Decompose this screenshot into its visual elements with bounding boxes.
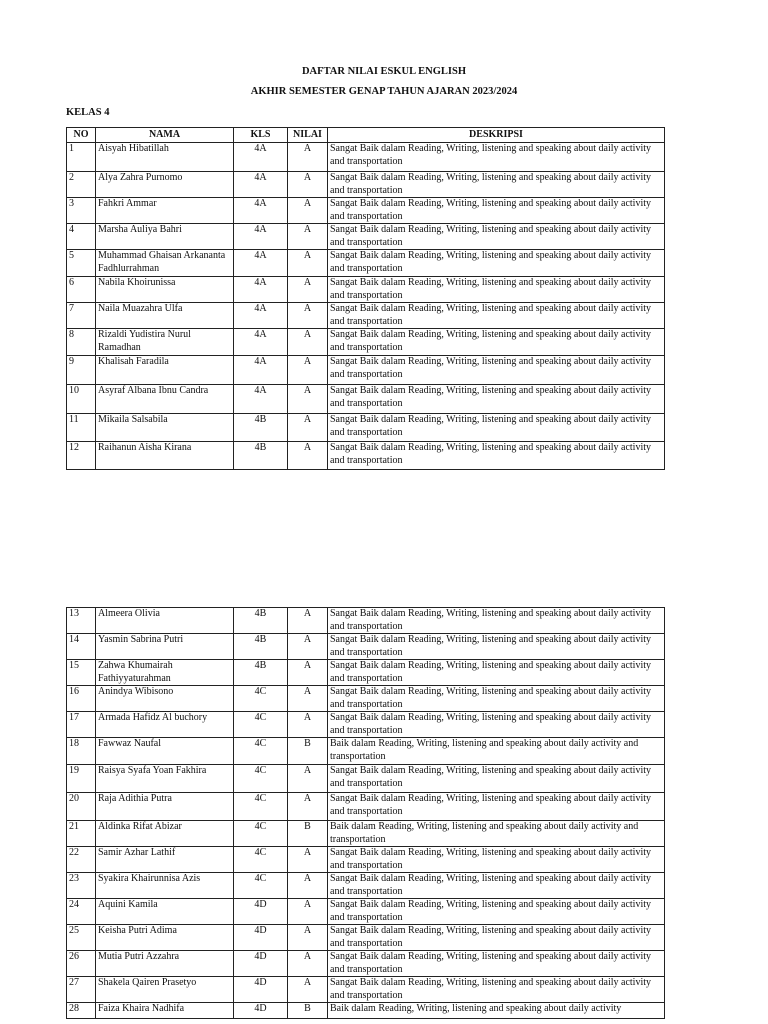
grade-cell: A	[288, 329, 328, 356]
description-cell: Sangat Baik dalam Reading, Writing, listening and speaking about daily activity and transportation	[328, 198, 665, 224]
description-cell: Sangat Baik dalam Reading, Writing, listening and speaking about daily activity and transportation	[328, 660, 665, 686]
grade-cell: A	[288, 224, 328, 250]
class-cell: 4D	[234, 899, 288, 925]
student-name: Aldinka Rifat Abizar	[96, 821, 234, 847]
class-cell: 4C	[234, 738, 288, 765]
description-cell: Sangat Baik dalam Reading, Writing, listening and speaking about daily activity and transportation	[328, 634, 665, 660]
table-row	[67, 143, 665, 172]
class-cell: 4A	[234, 329, 288, 356]
table-row	[67, 712, 665, 738]
description-cell: Sangat Baik dalam Reading, Writing, listening and speaking about daily activity and transportation	[328, 608, 665, 634]
class-cell: 4A	[234, 250, 288, 277]
student-name: Mutia Putri Azzahra	[96, 951, 234, 977]
grade-cell: A	[288, 925, 328, 951]
class-cell: 4B	[234, 660, 288, 686]
table-row	[67, 977, 665, 1003]
row-number: 26	[67, 951, 96, 977]
row-number: 13	[67, 608, 96, 634]
table-row	[67, 873, 665, 899]
row-number: 19	[67, 765, 96, 793]
grade-cell: A	[288, 608, 328, 634]
student-name: Asyraf Albana Ibnu Candra	[96, 385, 234, 414]
row-number: 12	[67, 442, 96, 470]
class-cell: 4C	[234, 712, 288, 738]
class-cell: 4C	[234, 873, 288, 899]
table-row	[67, 303, 665, 329]
student-name: Aisyah Hibatillah	[96, 143, 234, 172]
grade-cell: A	[288, 172, 328, 198]
student-name: Almeera Olivia	[96, 608, 234, 634]
student-name: Nabila Khoirunissa	[96, 277, 234, 303]
class-cell: 4B	[234, 414, 288, 442]
grade-cell: A	[288, 277, 328, 303]
row-number: 2	[67, 172, 96, 198]
grade-cell: A	[288, 143, 328, 172]
table-row	[67, 925, 665, 951]
student-name: Fahkri Ammar	[96, 198, 234, 224]
table-row	[67, 765, 665, 793]
row-number: 14	[67, 634, 96, 660]
table-row	[67, 821, 665, 847]
student-name: Raihanun Aisha Kirana	[96, 442, 234, 470]
class-cell: 4D	[234, 925, 288, 951]
row-number: 7	[67, 303, 96, 329]
row-number: 20	[67, 793, 96, 821]
student-name: Keisha Putri Adima	[96, 925, 234, 951]
grade-cell: A	[288, 686, 328, 712]
row-number: 4	[67, 224, 96, 250]
description-cell: Sangat Baik dalam Reading, Writing, listening and speaking about daily activity and transportation	[328, 414, 665, 442]
table-row	[67, 277, 665, 303]
row-number: 22	[67, 847, 96, 873]
class-cell: 4C	[234, 793, 288, 821]
table-row	[67, 172, 665, 198]
grade-cell: A	[288, 899, 328, 925]
description-cell: Sangat Baik dalam Reading, Writing, listening and speaking about daily activity and transportation	[328, 442, 665, 470]
grade-cell: B	[288, 1003, 328, 1019]
table-row	[67, 899, 665, 925]
document-subtitle: AKHIR SEMESTER GENAP TAHUN AJARAN 2023/2024	[250, 86, 518, 97]
student-name: Yasmin Sabrina Putri	[96, 634, 234, 660]
grade-cell: A	[288, 356, 328, 385]
class-label: KELAS 4	[66, 107, 110, 118]
student-name: Syakira Khairunnisa Azis	[96, 873, 234, 899]
class-cell: 4A	[234, 303, 288, 329]
row-number: 1	[67, 143, 96, 172]
document-title: DAFTAR NILAI ESKUL ENGLISH	[301, 66, 467, 77]
class-cell: 4C	[234, 686, 288, 712]
description-cell: Sangat Baik dalam Reading, Writing, listening and speaking about daily activity and transportation	[328, 765, 665, 793]
table-row	[67, 224, 665, 250]
table-row	[67, 793, 665, 821]
class-cell: 4A	[234, 385, 288, 414]
student-name: Faiza Khaira Nadhifa	[96, 1003, 234, 1019]
row-number: 11	[67, 414, 96, 442]
description-cell: Sangat Baik dalam Reading, Writing, listening and speaking about daily activity and transportation	[328, 793, 665, 821]
grade-cell: A	[288, 951, 328, 977]
student-name: Muhammad Ghaisan Arkananta Fadhlurrahman	[96, 250, 234, 277]
table-row	[67, 442, 665, 470]
row-number: 23	[67, 873, 96, 899]
row-number: 25	[67, 925, 96, 951]
column-header-kls: KLS	[234, 128, 288, 143]
student-name: Anindya Wibisono	[96, 686, 234, 712]
row-number: 24	[67, 899, 96, 925]
row-number: 18	[67, 738, 96, 765]
description-cell: Baik dalam Reading, Writing, listening and speaking about daily activity	[328, 1003, 665, 1019]
description-cell: Sangat Baik dalam Reading, Writing, listening and speaking about daily activity and transportation	[328, 356, 665, 385]
student-name: Raisya Syafa Yoan Fakhira	[96, 765, 234, 793]
student-name: Aquini Kamila	[96, 899, 234, 925]
table-row	[67, 634, 665, 660]
student-name: Rizaldi Yudistira Nurul Ramadhan	[96, 329, 234, 356]
description-cell: Sangat Baik dalam Reading, Writing, listening and speaking about daily activity and transportation	[328, 686, 665, 712]
grade-cell: A	[288, 634, 328, 660]
student-name: Marsha Auliya Bahri	[96, 224, 234, 250]
row-number: 15	[67, 660, 96, 686]
grade-cell: A	[288, 198, 328, 224]
table-row	[67, 385, 665, 414]
description-cell: Sangat Baik dalam Reading, Writing, listening and speaking about daily activity and transportation	[328, 172, 665, 198]
grade-cell: A	[288, 385, 328, 414]
table-row	[67, 686, 665, 712]
description-cell: Sangat Baik dalam Reading, Writing, listening and speaking about daily activity and transportation	[328, 385, 665, 414]
grade-cell: A	[288, 765, 328, 793]
class-cell: 4D	[234, 1003, 288, 1019]
description-cell: Baik dalam Reading, Writing, listening and speaking about daily activity and transportation	[328, 821, 665, 847]
table-row	[67, 329, 665, 356]
description-cell: Sangat Baik dalam Reading, Writing, listening and speaking about daily activity and transportation	[328, 712, 665, 738]
row-number: 6	[67, 277, 96, 303]
table-row	[67, 250, 665, 277]
table-row	[67, 608, 665, 634]
column-header-no: NO	[67, 128, 96, 143]
column-header-nilai: NILAI	[288, 128, 328, 143]
class-cell: 4C	[234, 765, 288, 793]
class-cell: 4C	[234, 821, 288, 847]
grade-cell: A	[288, 660, 328, 686]
grades-table-part-2	[66, 607, 665, 1019]
table-row	[67, 660, 665, 686]
row-number: 8	[67, 329, 96, 356]
table-row	[67, 198, 665, 224]
table-row	[67, 356, 665, 385]
description-cell: Baik dalam Reading, Writing, listening and speaking about daily activity and transportation	[328, 738, 665, 765]
row-number: 28	[67, 1003, 96, 1019]
row-number: 17	[67, 712, 96, 738]
class-cell: 4A	[234, 224, 288, 250]
grades-table-part-1	[66, 127, 665, 470]
column-header-deskripsi: DESKRIPSI	[328, 128, 665, 143]
row-number: 27	[67, 977, 96, 1003]
description-cell: Sangat Baik dalam Reading, Writing, listening and speaking about daily activity and transportation	[328, 847, 665, 873]
grade-cell: A	[288, 414, 328, 442]
table-header-row	[67, 128, 665, 143]
grade-cell: A	[288, 873, 328, 899]
description-cell: Sangat Baik dalam Reading, Writing, listening and speaking about daily activity and transportation	[328, 925, 665, 951]
table-body	[67, 608, 665, 1019]
row-number: 5	[67, 250, 96, 277]
class-cell: 4A	[234, 356, 288, 385]
class-cell: 4A	[234, 198, 288, 224]
grade-cell: B	[288, 738, 328, 765]
grade-cell: A	[288, 847, 328, 873]
student-name: Shakela Qairen Prasetyo	[96, 977, 234, 1003]
grade-cell: A	[288, 793, 328, 821]
class-cell: 4A	[234, 172, 288, 198]
grade-cell: A	[288, 442, 328, 470]
table-row	[67, 1003, 665, 1019]
grade-cell: A	[288, 250, 328, 277]
student-name: Armada Hafidz Al buchory	[96, 712, 234, 738]
table-body	[67, 143, 665, 470]
description-cell: Sangat Baik dalam Reading, Writing, listening and speaking about daily activity and transportation	[328, 277, 665, 303]
description-cell: Sangat Baik dalam Reading, Writing, listening and speaking about daily activity and transportation	[328, 329, 665, 356]
description-cell: Sangat Baik dalam Reading, Writing, listening and speaking about daily activity and transportation	[328, 951, 665, 977]
grade-cell: A	[288, 712, 328, 738]
description-cell: Sangat Baik dalam Reading, Writing, listening and speaking about daily activity and transportation	[328, 250, 665, 277]
description-cell: Sangat Baik dalam Reading, Writing, listening and speaking about daily activity and transportation	[328, 143, 665, 172]
class-cell: 4A	[234, 143, 288, 172]
description-cell: Sangat Baik dalam Reading, Writing, listening and speaking about daily activity and transportation	[328, 977, 665, 1003]
student-name: Naila Muazahra Ulfa	[96, 303, 234, 329]
class-cell: 4B	[234, 442, 288, 470]
class-cell: 4D	[234, 951, 288, 977]
grade-cell: A	[288, 303, 328, 329]
row-number: 10	[67, 385, 96, 414]
class-cell: 4A	[234, 277, 288, 303]
column-header-nama: NAMA	[96, 128, 234, 143]
description-cell: Sangat Baik dalam Reading, Writing, listening and speaking about daily activity and transportation	[328, 899, 665, 925]
student-name: Mikaila Salsabila	[96, 414, 234, 442]
class-cell: 4B	[234, 608, 288, 634]
description-cell: Sangat Baik dalam Reading, Writing, listening and speaking about daily activity and transportation	[328, 224, 665, 250]
grade-cell: B	[288, 821, 328, 847]
table-row	[67, 951, 665, 977]
row-number: 9	[67, 356, 96, 385]
student-name: Raja Adithia Putra	[96, 793, 234, 821]
row-number: 3	[67, 198, 96, 224]
student-name: Khalisah Faradila	[96, 356, 234, 385]
row-number: 16	[67, 686, 96, 712]
student-name: Fawwaz Naufal	[96, 738, 234, 765]
table-row	[67, 847, 665, 873]
row-number: 21	[67, 821, 96, 847]
class-cell: 4C	[234, 847, 288, 873]
description-cell: Sangat Baik dalam Reading, Writing, listening and speaking about daily activity and transportation	[328, 873, 665, 899]
description-cell: Sangat Baik dalam Reading, Writing, listening and speaking about daily activity and transportation	[328, 303, 665, 329]
student-name: Alya Zahra Purnomo	[96, 172, 234, 198]
class-cell: 4B	[234, 634, 288, 660]
table-row	[67, 738, 665, 765]
student-name: Zahwa Khumairah Fathiyyaturahman	[96, 660, 234, 686]
grade-cell: A	[288, 977, 328, 1003]
table-row	[67, 414, 665, 442]
class-cell: 4D	[234, 977, 288, 1003]
student-name: Samir Azhar Lathif	[96, 847, 234, 873]
